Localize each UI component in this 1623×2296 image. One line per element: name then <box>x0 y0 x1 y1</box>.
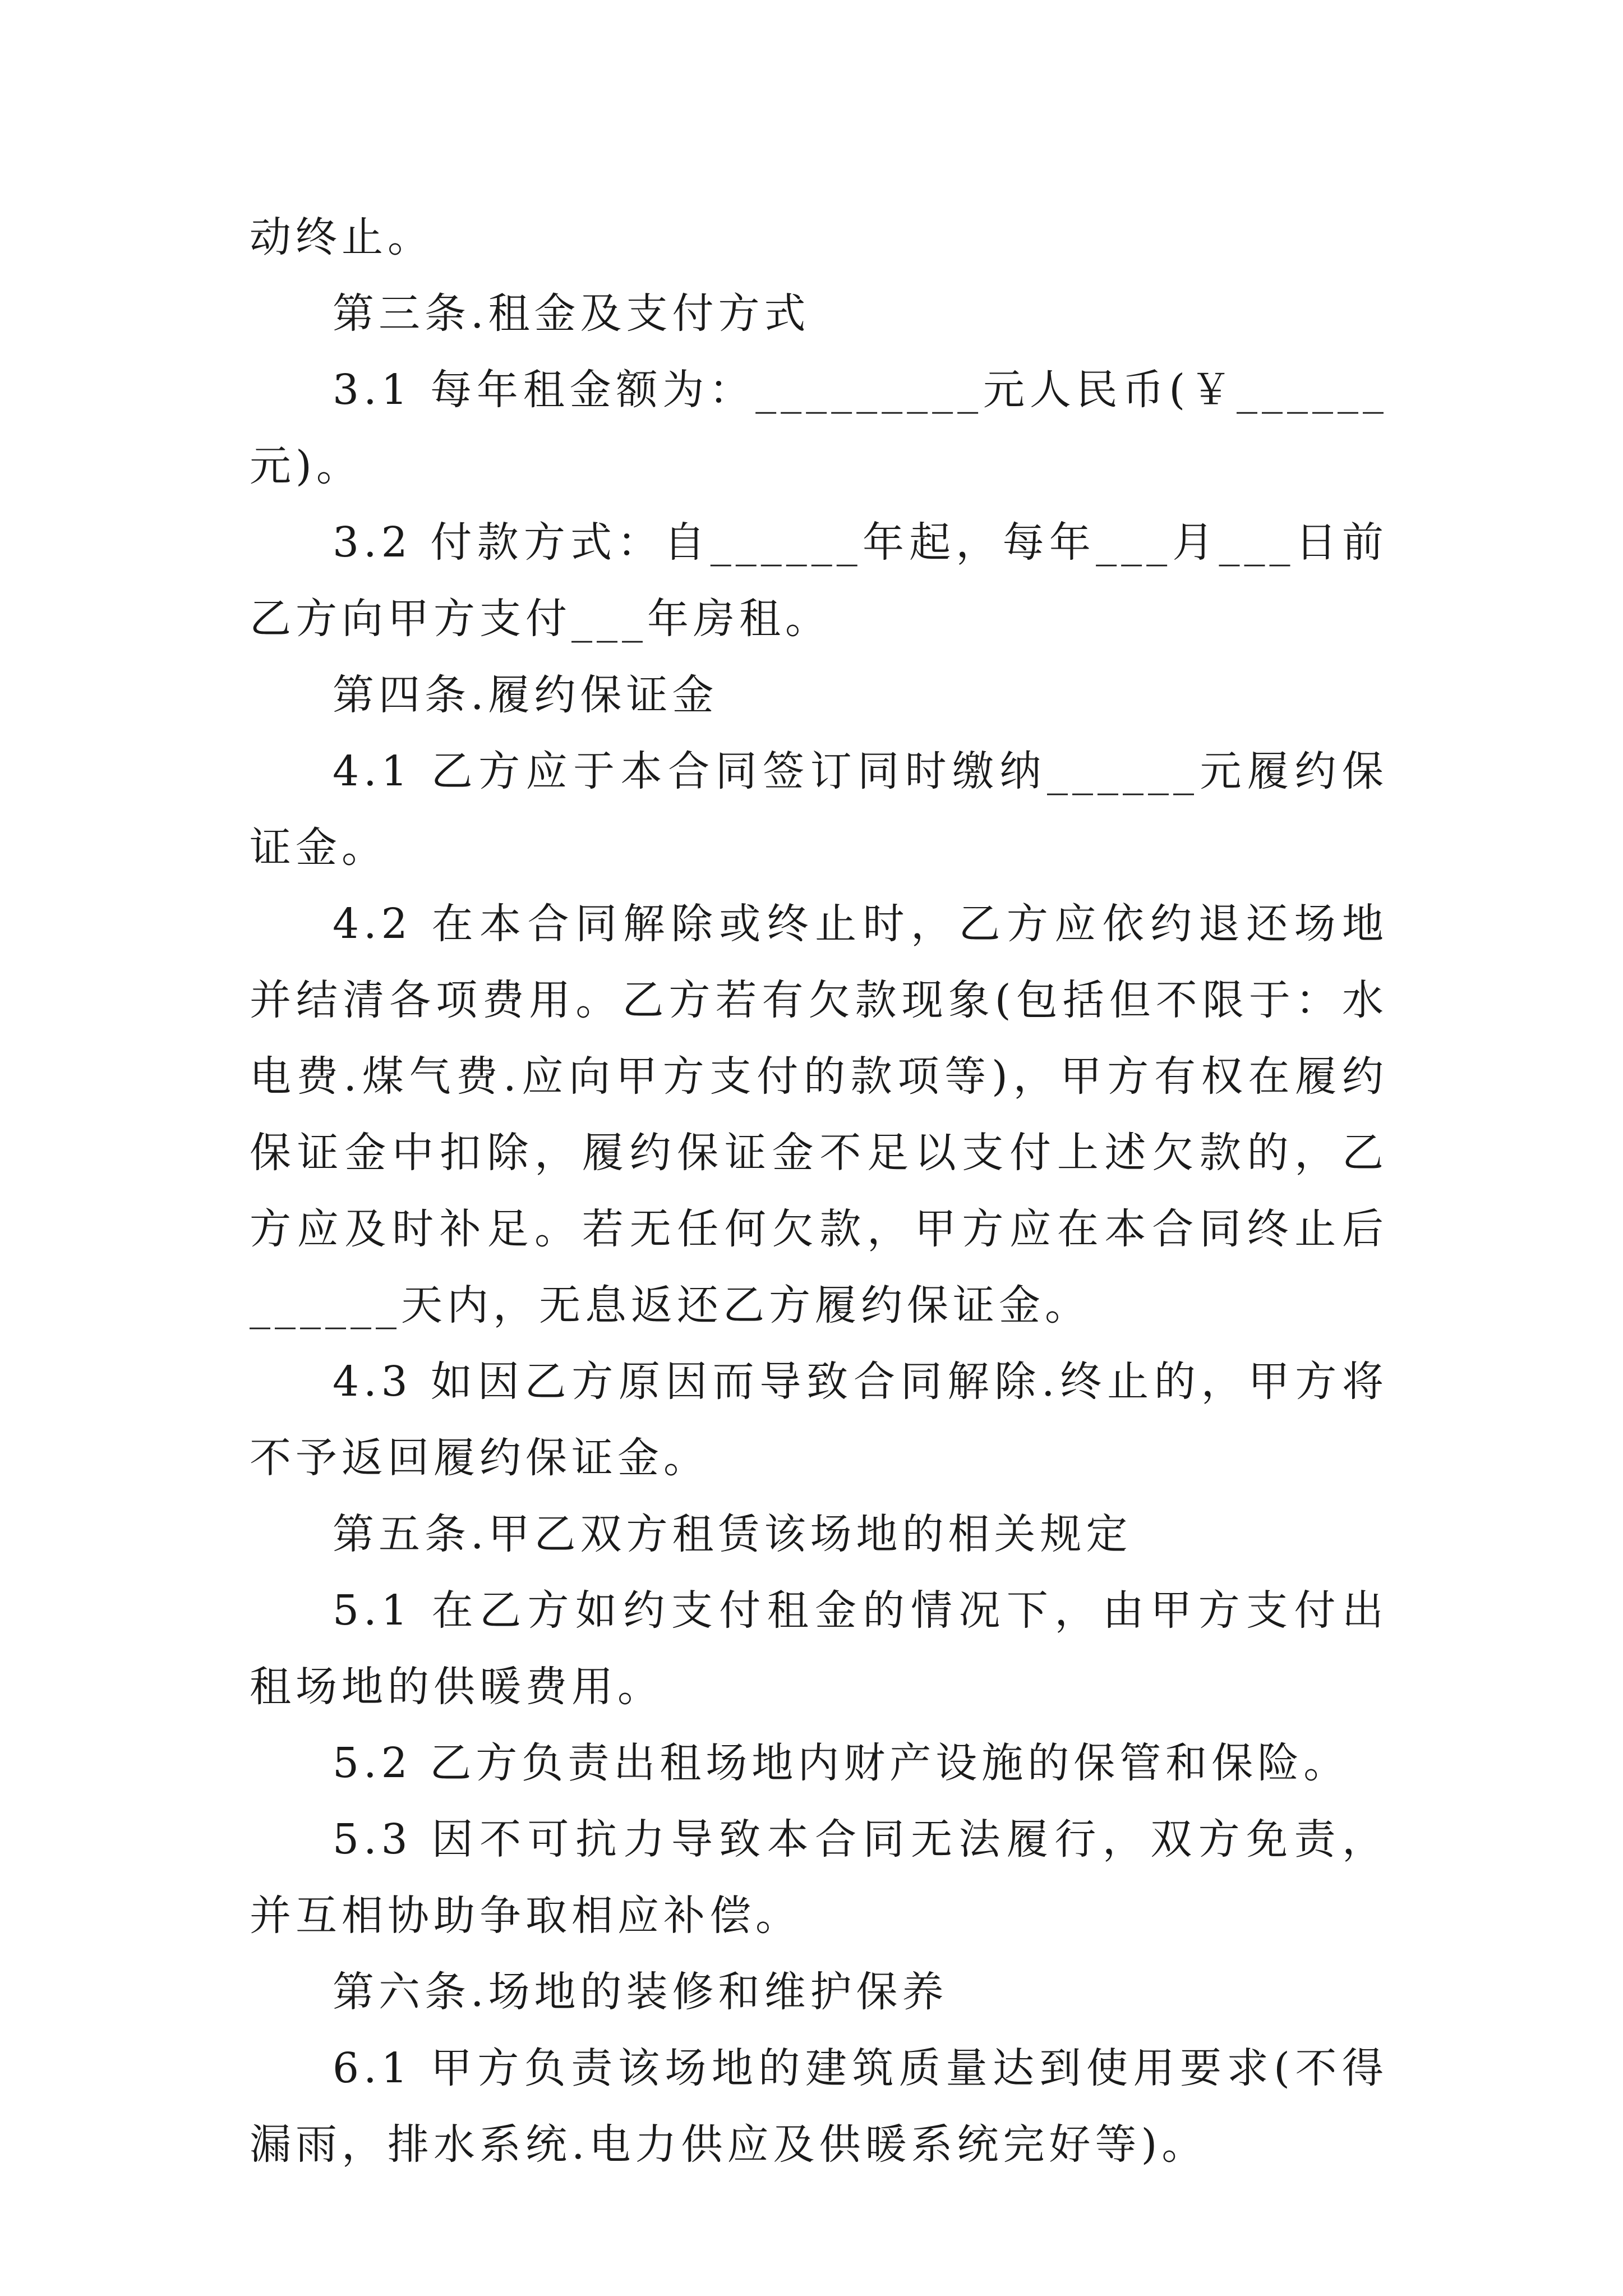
article-5-heading: 第五条.甲乙双方租赁该场地的相关规定 <box>333 1510 1132 1558</box>
clause-4-1: 4.1 乙方应于本合同签订同时缴纳______元履约保证金。 <box>250 747 1388 872</box>
clause-4-2: 4.2 在本合同解除或终止时，乙方应依约退还场地并结清各项费用。乙方若有欠款现象(包括但不限于：水电费.煤气费.应向甲方支付的款项等)，甲方有权在履约保证金中扣除，履约保证金不足以支付上述欠款的，乙方应及时补足。若无任何欠款，甲方应在本合同终止后______天内，无息返还乙方履约保证金。 <box>250 900 1388 1329</box>
clause-5-2: 5.2 乙方负责出租场地内财产设施的保管和保险。 <box>333 1739 1350 1787</box>
clause-6-1: 6.1 甲方负责该场地的建筑质量达到使用要求(不得漏雨，排水系统.电力供应及供暖系统完好等)。 <box>250 2044 1388 2169</box>
paragraph-continuation: 动终止。 <box>250 213 434 261</box>
clause-5-3: 5.3 因不可抗力导致本合同无法履行，双方免责，并互相协助争取相应补偿。 <box>250 1815 1388 1940</box>
clause-5-1: 5.1 在乙方如约支付租金的情况下，由甲方支付出租场地的供暖费用。 <box>250 1586 1388 1711</box>
contract-body <box>250 199 1388 2183</box>
article-3-heading: 第三条.租金及支付方式 <box>333 289 810 338</box>
clause-4-3: 4.3 如因乙方原因而导致合同解除.终止的，甲方将不予返回履约保证金。 <box>250 1358 1388 1482</box>
article-4-heading: 第四条.履约保证金 <box>333 671 718 719</box>
clause-3-2: 3.2 付款方式：自______年起，每年___月___日前乙方向甲方支付___年房租。 <box>250 518 1388 643</box>
clause-3-1: 3.1 每年租金额为：_________元人民币(￥______元)。 <box>250 366 1388 490</box>
article-6-heading: 第六条.场地的装修和维护保养 <box>333 1968 948 2016</box>
